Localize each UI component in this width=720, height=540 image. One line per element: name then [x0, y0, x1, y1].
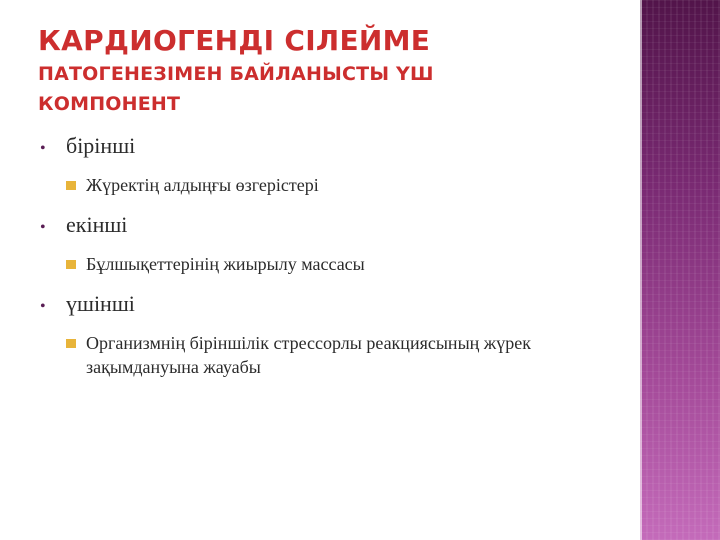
square-bullet-icon — [66, 260, 76, 269]
list-item-label: екінші — [66, 212, 128, 237]
bullet-list — [38, 132, 628, 393]
title-line-2: ПАТОГЕНЕЗІМЕН БАЙЛАНЫСТЫ ҮШ — [38, 63, 434, 85]
list-item — [38, 211, 628, 242]
sub-list-item-text: Жүректің алдыңғы өзгерістері — [86, 175, 319, 195]
sub-list-item-text: Бұлшықеттерінің жиырылу массасы — [86, 254, 365, 274]
title-line-3: КОМПОНЕНТ — [38, 93, 181, 115]
slide-title — [38, 24, 628, 118]
list-item — [38, 132, 628, 163]
list-item — [38, 290, 628, 321]
sub-list-item — [66, 252, 628, 276]
decorative-side-band — [640, 0, 720, 540]
side-band-pattern — [640, 0, 720, 540]
bullet-icon: • — [40, 219, 46, 236]
title-line-1: КАРДИОГЕНДІ СІЛЕЙМЕ — [38, 24, 431, 57]
sub-list-item-text: Организмнің біріншілік стрессорлы реакциясының жүрек зақымдануына жауабы — [86, 333, 531, 377]
side-band-edge — [640, 0, 642, 540]
sub-list-item — [66, 173, 628, 197]
bullet-icon: • — [40, 298, 46, 315]
sub-list-item — [66, 331, 628, 379]
square-bullet-icon — [66, 339, 76, 348]
square-bullet-icon — [66, 181, 76, 190]
list-item-label: бірінші — [66, 133, 136, 158]
list-item-label: үшінші — [66, 291, 135, 316]
bullet-icon: • — [40, 140, 46, 157]
